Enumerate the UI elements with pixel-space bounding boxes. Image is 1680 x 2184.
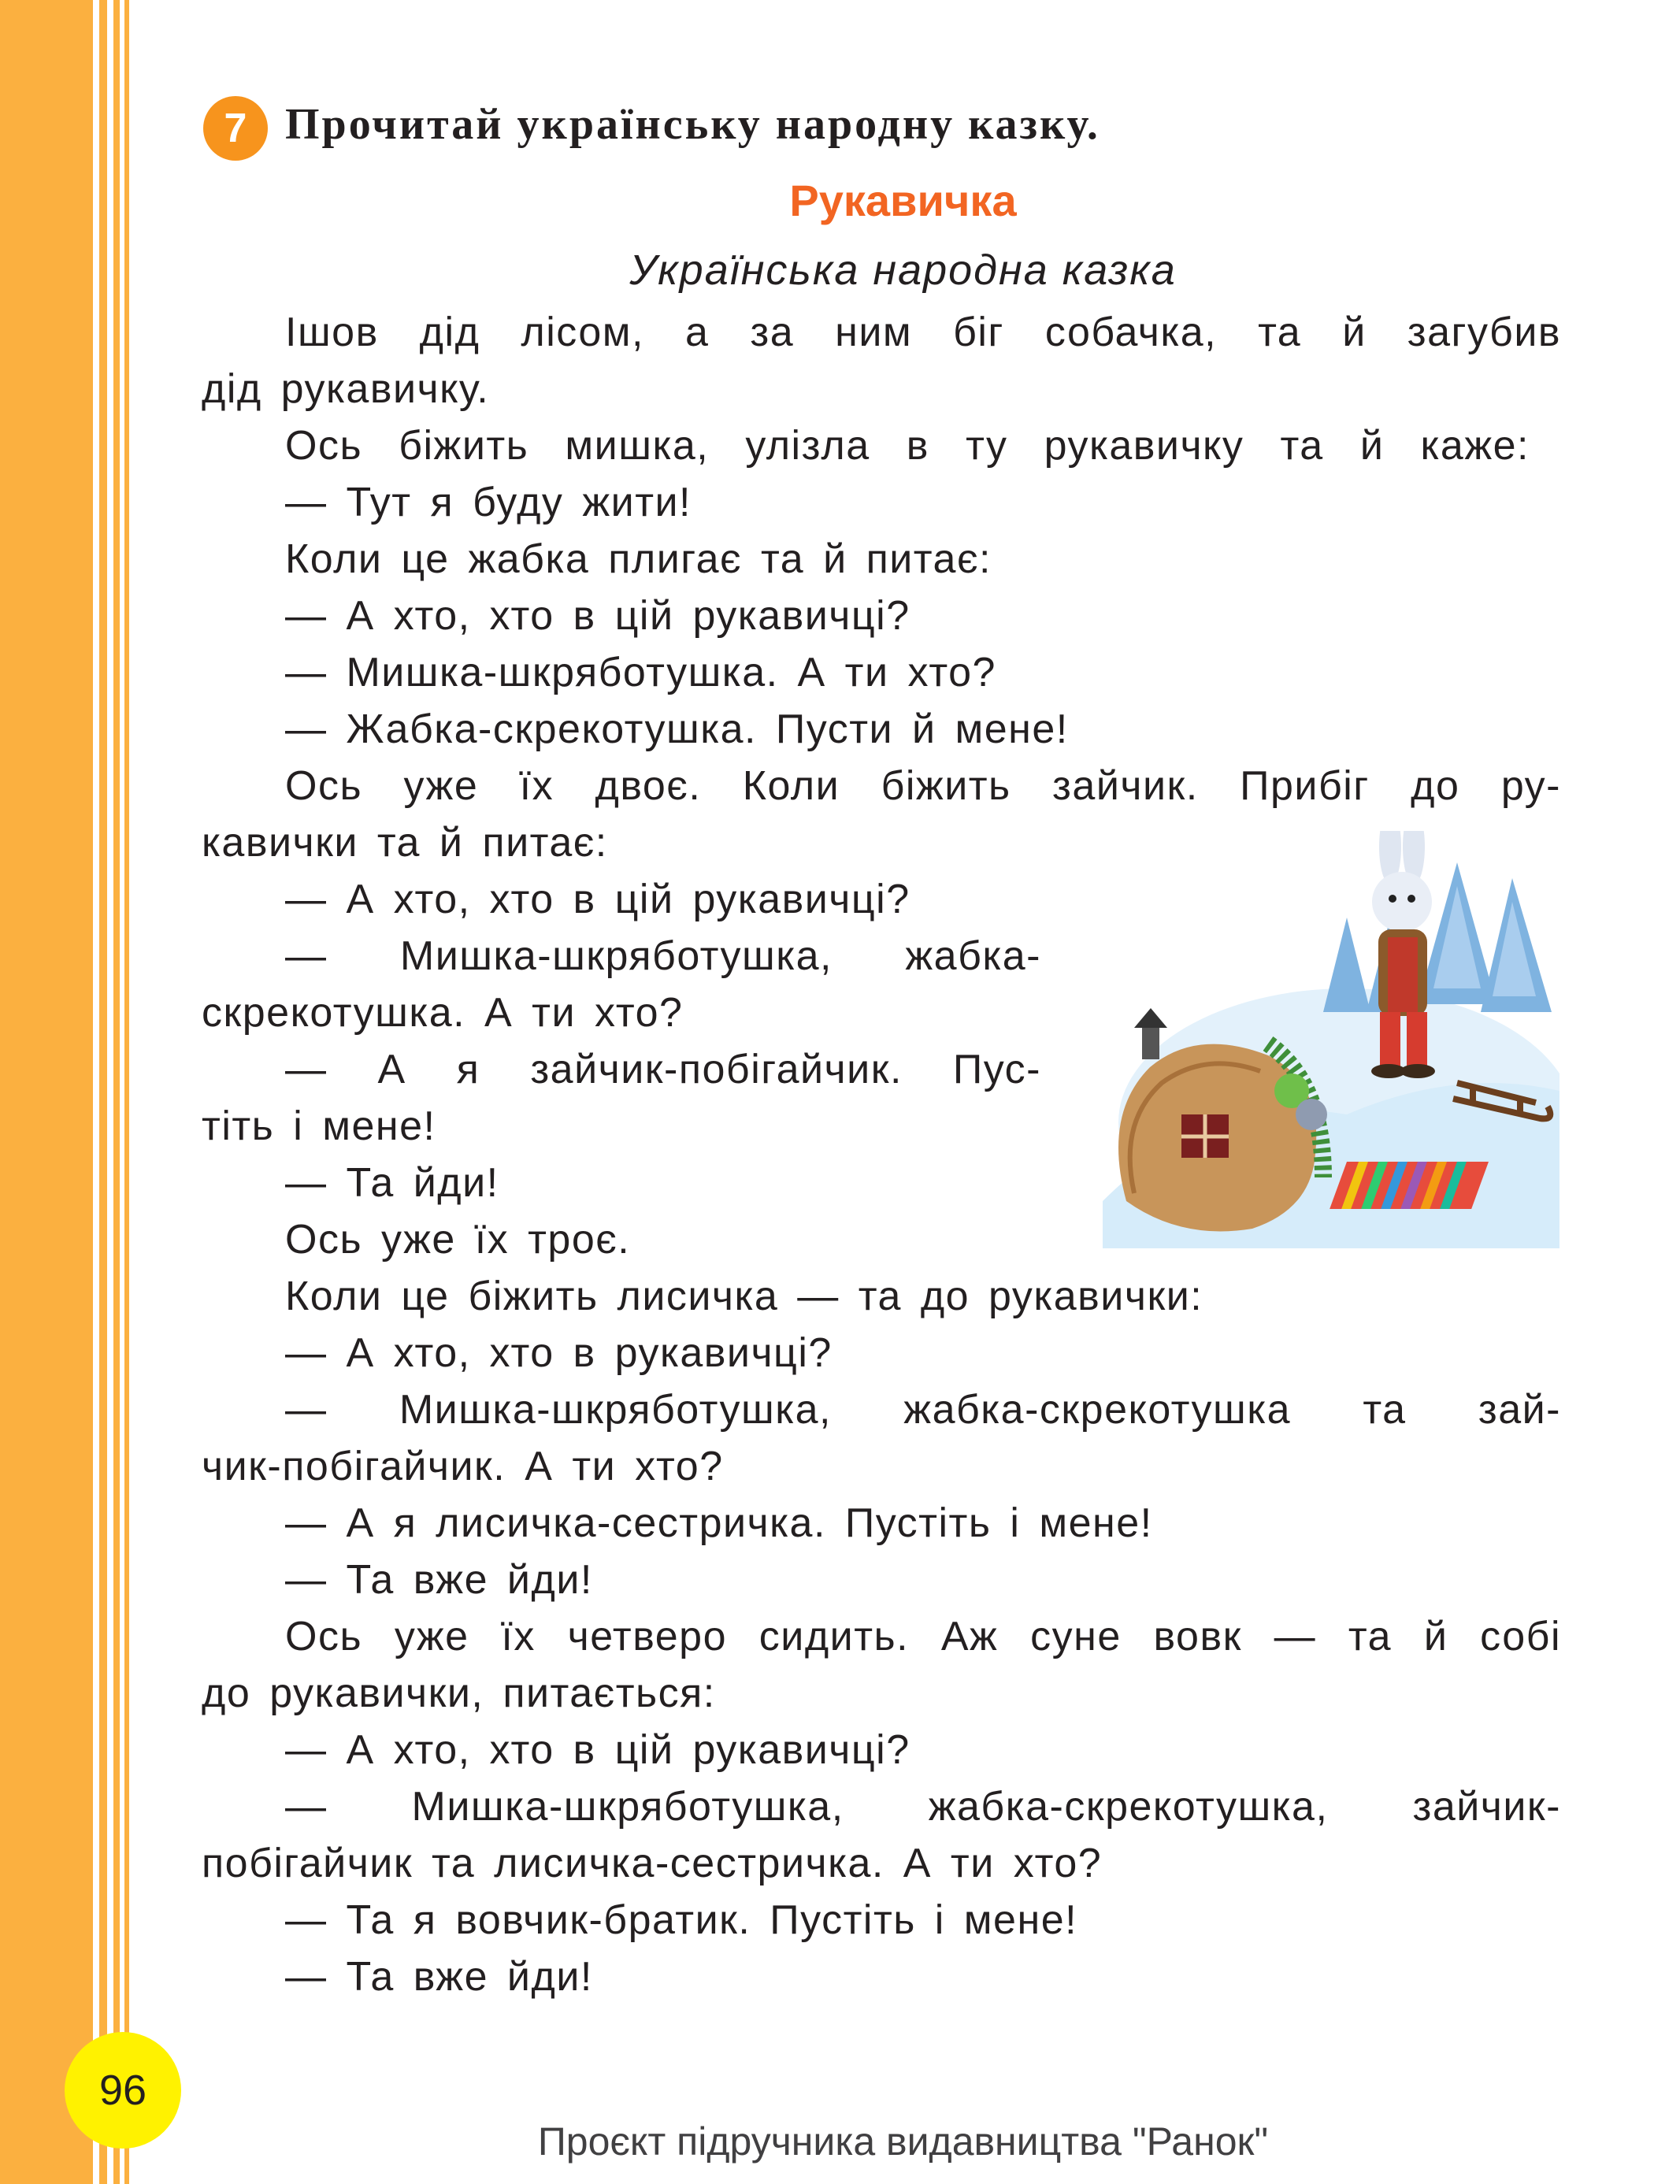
story-line: побігайчик та лисичка-сестричка. А ти хто? <box>202 1841 1103 1886</box>
story-title: Рукавичка <box>789 176 1017 225</box>
story-line: — А я зайчик-побігайчик. Пус- <box>285 1047 1041 1092</box>
story-line: кавички та й питає: <box>202 820 608 866</box>
story-line: — Та йди! <box>285 1160 499 1206</box>
publisher-footer: Проєкт підручника видавництва "Ранок" <box>537 2119 1269 2164</box>
story-line: — Мишка-шкряботушка, жабка- <box>285 933 1041 979</box>
story-line: до рукавички, питається: <box>202 1670 716 1716</box>
task-number-badge: 7 <box>203 96 268 161</box>
story-line: Ішов дід лісом, а за ним біг собачка, та й загубив <box>285 310 1561 355</box>
story-line: — А я лисичка-сестричка. Пустіть і мене! <box>285 1500 1153 1546</box>
story-line: — Та я вовчик-братик. Пустіть і мене! <box>285 1897 1078 1943</box>
story-line: Коли це жабка плигає та й питає: <box>285 536 992 582</box>
task-instruction: Прочитай українську народну казку. <box>285 100 1100 149</box>
story-line: — Та вже йди! <box>285 1954 593 2000</box>
story-line: тіть і мене! <box>202 1103 436 1149</box>
margin-stripe <box>113 0 120 2184</box>
story-line: — Та вже йди! <box>285 1557 593 1603</box>
story-line: — Мишка-шкряботушка, жабка-скрекотушка та зай- <box>285 1387 1561 1433</box>
story-line: Ось уже їх четверо сидить. Аж суне вовк — та й собі <box>285 1614 1561 1659</box>
story-line: — Мишка-шкряботушка, жабка-скрекотушка, зайчик- <box>285 1784 1561 1830</box>
page-margin-band <box>0 0 93 2184</box>
story-line: — Тут я буду жити! <box>285 480 692 525</box>
story-subtitle: Українська народна казка <box>629 247 1177 294</box>
story-line: чик-побігайчик. А ти хто? <box>202 1444 724 1489</box>
story-line: Ось уже їх двоє. Коли біжить зайчик. Прибіг до ру- <box>285 763 1561 809</box>
story-line: скрекотушка. А ти хто? <box>202 990 684 1036</box>
story-line: — А хто, хто в цій рукавичці? <box>285 877 910 922</box>
story-line: Ось біжить мишка, улізла в ту рукавичку та й каже: <box>285 423 1530 469</box>
story-line: — Жабка-скрекотушка. Пусти й мене! <box>285 706 1069 752</box>
margin-stripe <box>124 0 129 2184</box>
story-line: — Мишка-шкряботушка. А ти хто? <box>285 650 996 695</box>
story-line: — А хто, хто в цій рукавичці? <box>285 1727 910 1773</box>
margin-stripe <box>99 0 107 2184</box>
page-number: 96 <box>65 2032 181 2149</box>
story-line: — А хто, хто в цій рукавичці? <box>285 593 910 639</box>
mitten-illustration <box>1087 831 1559 1248</box>
story-line: Коли це біжить лисичка — та до рукавички: <box>285 1274 1203 1319</box>
story-line: — А хто, хто в рукавичці? <box>285 1330 833 1376</box>
story-line: Ось уже їх троє. <box>285 1217 631 1263</box>
story-line: дід рукавичку. <box>202 366 490 412</box>
